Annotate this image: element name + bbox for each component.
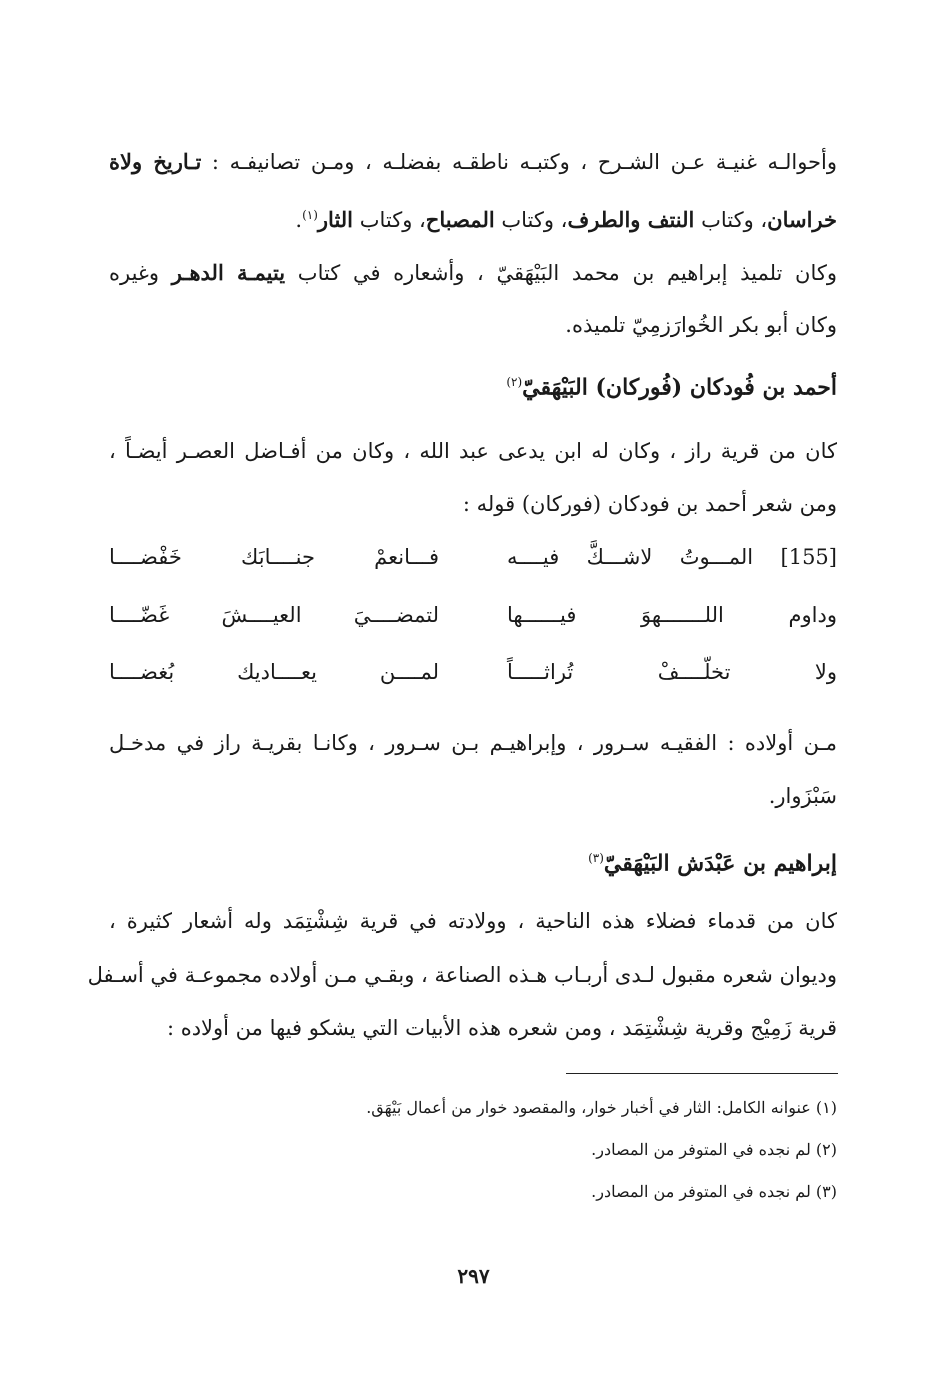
footnote-1: (١) عنوانه الكامل: الثار في أخبار خوار، والمقصود خوار من أعمال بَيْهَق. xyxy=(366,1098,837,1117)
paragraph-3-line-2: ومن شعر أحمد بن فودكان (فوركان) قوله : xyxy=(462,492,837,516)
text-span: وغيره xyxy=(109,261,172,285)
text-span: ، وكتاب xyxy=(494,208,568,232)
verse-second-hemistich: فـــانعمْ جنــــابَك خَفْضــــا xyxy=(109,545,439,569)
paragraph-5-line-1: كان من قدماء فضلاء هذه الناحية ، وولادته في قرية شِشْتِمَد وله أشعار كثيرة ، xyxy=(109,909,837,933)
paragraph-1-line-2 xyxy=(109,199,837,236)
text-span: . xyxy=(295,208,303,232)
verse-row xyxy=(109,599,837,631)
heading-text: أحمد بن فُودكان (فُوركان) البَيْهَقيّ xyxy=(522,374,837,401)
text-span: ، وكتاب xyxy=(353,208,426,232)
verse-first-hemistich: [155] المـــوتُ لاشـــكَّ فيــــه xyxy=(507,545,837,569)
paragraph-2-line-1 xyxy=(109,257,837,289)
verse-row xyxy=(109,656,837,688)
paragraph-1-line-1 xyxy=(109,146,837,178)
footnote-3: (٣) لم نجده في المتوفر من المصادر. xyxy=(591,1182,837,1201)
heading-text: إبراهيم بن عَبْدَش البَيْهَقيّ xyxy=(603,850,837,877)
verse-first-hemistich: وداوم اللـــــــهوَ فيــــــها xyxy=(507,603,837,627)
verse-row xyxy=(109,541,837,573)
text-span: وأحوالـه غنيـة عـن الشـرح ، وكتبـه ناطقـه بفضلـه ، ومـن تصانيفـه : xyxy=(201,150,837,174)
paragraph-4-line-2: سَبْزَوار. xyxy=(768,784,837,808)
footnote-2: (٢) لم نجده في المتوفر من المصادر. xyxy=(591,1140,837,1159)
footnote-marker: (١) xyxy=(302,208,318,222)
book-title-bold: المصباح xyxy=(425,207,495,232)
paragraph-4-line-1: مـن أولاده : الفقيـه سـرور ، وإبراهيـم بـن سـرور ، وكانـا بقريـة راز في مدخـل xyxy=(109,731,837,755)
paragraph-2-line-2: وكان أبو بكر الخُوارَزمِيّ تلميذه. xyxy=(565,313,837,337)
verse-second-hemistich: لتمضــــيَ العيــــشَ غَضّــــا xyxy=(109,603,439,627)
page-number: ٢٩٧ xyxy=(457,1264,490,1288)
paragraph-5-line-3: قرية زَمِيْج وقرية شِشْتِمَد ، ومن شعره هذه الأبيات التي يشكو فيها من أولاده : xyxy=(166,1016,837,1040)
text-span: ، وكتاب xyxy=(694,208,768,232)
section-heading-1 xyxy=(109,366,837,403)
text-span: وكان تلميذ إبراهيم بن محمد البَيْهَقيّ ، وأشعاره في كتاب xyxy=(285,261,837,285)
book-title-bold: النتف والطرف xyxy=(567,207,695,232)
section-heading-2 xyxy=(109,842,837,879)
footnote-separator xyxy=(566,1073,838,1074)
footnote-marker: (٣) xyxy=(588,851,604,865)
paragraph-3-line-1: كان من قرية راز ، وكان له ابن يدعى عبد الله ، وكان من أفـاضل العصـر أيضـاً ، xyxy=(109,439,837,463)
book-title-bold: الثار xyxy=(317,207,354,232)
paragraph-5-line-2: وديوان شعره مقبول لـدى أربـاب هـذه الصناعة ، وبقـي مـن أولاده مجموعـة في أسـفل xyxy=(87,963,837,987)
footnote-marker: (٢) xyxy=(506,375,523,389)
verse-second-hemistich: لمــــن يعــــاديك بُغضــــا xyxy=(109,660,439,684)
book-title-bold: يتيمـة الدهـر xyxy=(171,260,286,285)
book-title-bold: خراسان xyxy=(767,207,837,232)
verse-first-hemistich: ولا تخلّــــفْ تُراثـــــاً xyxy=(507,660,837,684)
book-title-bold: تـاريخ ولاة xyxy=(109,149,202,174)
